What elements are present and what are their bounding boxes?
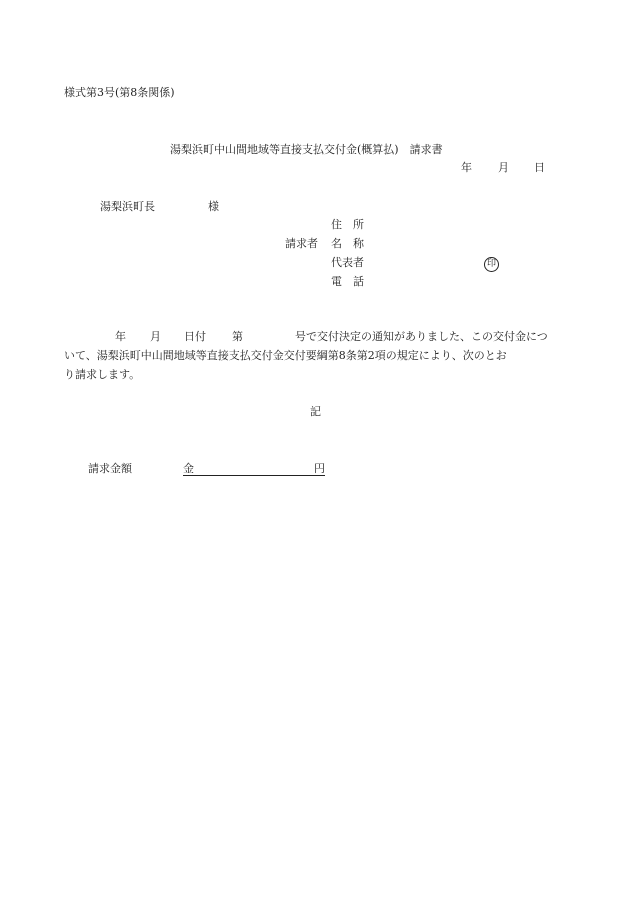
amount-label: 請求金額 xyxy=(88,462,132,475)
phone-label: 電 話 xyxy=(331,275,364,288)
seal-mark xyxy=(484,256,499,272)
seal-icon: 印 xyxy=(484,257,499,272)
addressee-honorific: 様 xyxy=(208,200,219,213)
amount-prefix: 金 xyxy=(183,462,194,475)
form-number: 様式第3号(第8条関係) xyxy=(64,86,175,99)
body-line1-rest: 号で交付決定の通知がありました、この交付金につ xyxy=(295,330,548,343)
date-month: 月 xyxy=(498,161,509,174)
address-label: 住 所 xyxy=(331,218,364,231)
name-label: 名 称 xyxy=(331,237,364,250)
body-year: 年 xyxy=(115,330,126,343)
document-title: 湯梨浜町中山間地域等直接支払交付金(概算払) 請求書 xyxy=(170,143,443,156)
body-dai: 第 xyxy=(232,330,243,343)
body-date-suffix: 日付 xyxy=(184,330,206,343)
amount-suffix: 円 xyxy=(314,462,325,475)
body-line3: り請求します。 xyxy=(64,368,141,381)
date-day: 日 xyxy=(534,161,545,174)
requester-label: 請求者 xyxy=(285,237,318,250)
date-year: 年 xyxy=(461,161,472,174)
amount-underline xyxy=(183,475,325,476)
ki-heading: 記 xyxy=(310,405,321,418)
body-line2: いて、湯梨浜町中山間地域等直接支払交付金交付要綱第8条第2項の規定により、次のとお xyxy=(64,349,507,362)
addressee-name: 湯梨浜町長 xyxy=(100,200,155,213)
representative-label: 代表者 xyxy=(331,256,364,269)
body-month: 月 xyxy=(150,330,161,343)
